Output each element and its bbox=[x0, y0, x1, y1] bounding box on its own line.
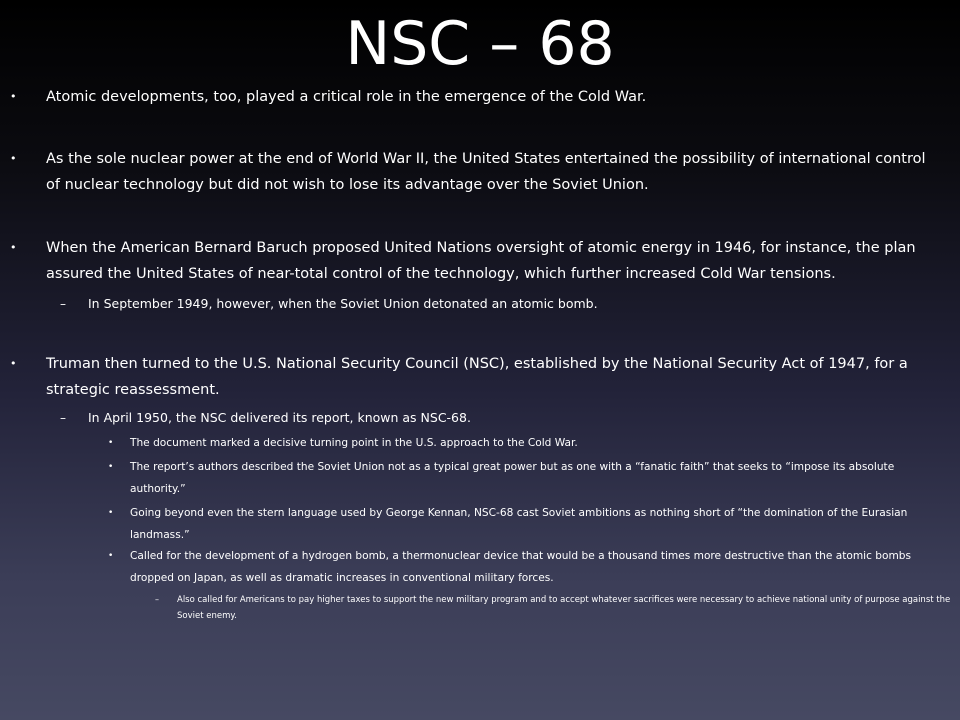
bullet-dot: • bbox=[10, 357, 17, 370]
subsubbullet-text: Going beyond even the stern language used by George Kennan, NSC-68 cast Soviet ambitions as nothing short of “the domination of the Eurasian landmass.” bbox=[130, 507, 908, 541]
bullet-baruch-plan bbox=[10, 235, 936, 287]
subbullet-text: In April 1950, the NSC delivered its report, known as NSC-68. bbox=[88, 410, 471, 425]
level4-text: Also called for Americans to pay higher taxes to support the new military program and to accept whatever sacrifices were necessary to achieve national unity of purpose against the Soviet enemy. bbox=[177, 595, 951, 621]
subbullet-nsc-68-report bbox=[60, 409, 928, 427]
bullet-dot: • bbox=[108, 462, 114, 472]
bullet-atomic-developments bbox=[10, 84, 936, 110]
subsubbullet-eurasian-landmass bbox=[108, 502, 940, 546]
bullet-dot: • bbox=[10, 241, 17, 254]
bullet-text: Truman then turned to the U.S. National Security Council (NSC), established by the National Security Act of 1947, for a strategic reassessment. bbox=[46, 356, 908, 398]
dash-marker: – bbox=[60, 297, 66, 311]
dash-marker: – bbox=[60, 411, 66, 425]
bullet-text: As the sole nuclear power at the end of World War II, the United States entertained the possibility of international control of nuclear technology but did not wish to lose its advantage over the Soviet Union. bbox=[46, 151, 926, 193]
bullet-truman-nsc bbox=[10, 351, 936, 403]
bullet-dot: • bbox=[108, 551, 114, 561]
subsubbullet-turning-point bbox=[108, 432, 940, 454]
bullet-sole-nuclear-power bbox=[10, 146, 936, 198]
subbullet-text: In September 1949, however, when the Soviet Union detonated an atomic bomb. bbox=[88, 296, 598, 311]
bullet-dot: • bbox=[10, 90, 17, 103]
subsubbullet-hydrogen-bomb bbox=[108, 545, 940, 589]
bullet-text: Atomic developments, too, played a critical role in the emergence of the Cold War. bbox=[46, 89, 647, 105]
bullet-text: When the American Bernard Baruch proposed United Nations oversight of atomic energy in 1946, for instance, the plan assured the United States of near-total control of the technology, which further increased Cold War tensions. bbox=[46, 240, 916, 282]
subsubbullet-fanatic-faith bbox=[108, 456, 940, 500]
level4-higher-taxes bbox=[155, 592, 955, 624]
dash-marker: – bbox=[155, 595, 159, 604]
slide-title: NSC – 68 bbox=[345, 9, 615, 79]
subbullet-soviet-bomb bbox=[60, 295, 928, 313]
bullet-dot: • bbox=[108, 438, 114, 448]
subsubbullet-text: The report’s authors described the Soviet Union not as a typical great power but as one with a “fanatic faith” that seeks to “impose its absolute authority.” bbox=[130, 461, 895, 495]
subsubbullet-text: Called for the development of a hydrogen bomb, a thermonuclear device that would be a thousand times more destructive than the atomic bombs dropped on Japan, as well as dramatic increases in conventional military forces. bbox=[130, 550, 912, 584]
bullet-dot: • bbox=[10, 152, 17, 165]
bullet-dot: • bbox=[108, 508, 114, 518]
subsubbullet-text: The document marked a decisive turning point in the U.S. approach to the Cold War. bbox=[130, 437, 578, 449]
